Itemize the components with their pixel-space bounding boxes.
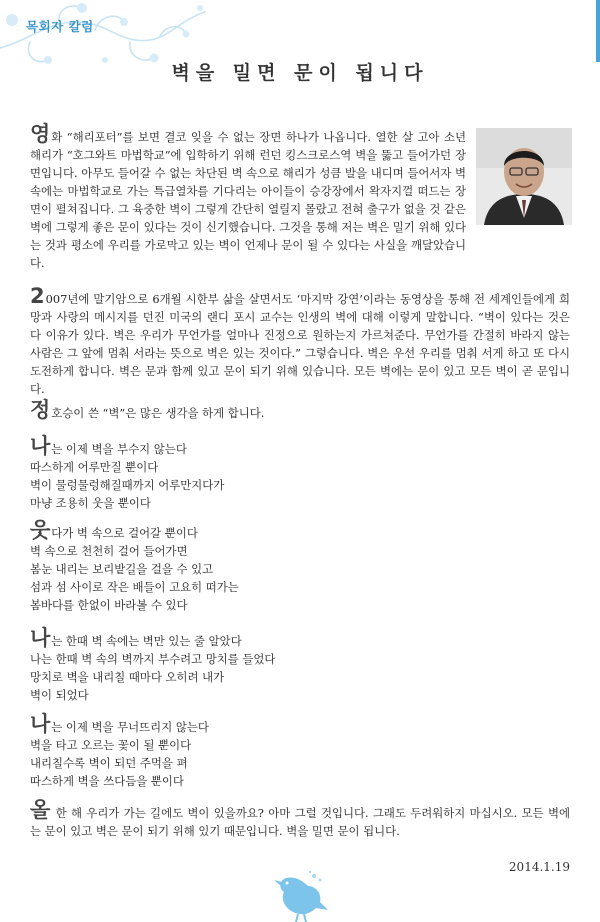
poem-line: 나는 한때 벽 속에는 벽만 있는 줄 알았다 [30, 626, 242, 650]
paragraph-harry-potter [30, 122, 466, 272]
poem-line: 나는 이제 벽을 무너뜨리지 않는다 [30, 712, 209, 736]
poem-line: 봄바다를 한없이 바라볼 수 있다 [30, 598, 188, 612]
drop-cap: 웃 [30, 518, 51, 542]
paragraph-randy-pausch [30, 284, 570, 398]
paragraph-poem-intro [30, 398, 570, 422]
drop-cap: 정 [30, 398, 51, 422]
poem-line: 웃다가 벽 속으로 걸어갈 뿐이다 [30, 518, 198, 542]
poem-line: 벽 속으로 천천히 걸어 들어가면 [30, 544, 188, 558]
poem-line: 봄눈 내리는 보리밭길을 걸을 수 있고 [30, 562, 214, 576]
paragraph-text: 한 해 우리가 가는 길에도 벽이 있을까요? 아마 그럴 것입니다. 그래도 두려워하지 마십시오. 모든 벽에는 문이 있고 벽은 문이 되기 위해 있기 때문입니다. 벽을 밀면 문이 됩니다. [30, 806, 570, 838]
poem-line: 벽을 타고 오르는 꽃이 될 뿐이다 [30, 738, 192, 752]
paragraph-closing [30, 798, 570, 840]
poem-stanza-3 [30, 626, 570, 704]
poem-line: 벽이 물렁물렁해질때까지 어루만지다가 [30, 478, 225, 492]
column-date: 2014.1.19 [508, 860, 570, 874]
poem-line: 따스하게 어루만질 뿐이다 [30, 460, 159, 474]
drop-cap: 올 [30, 798, 51, 822]
poem-line: 나는 이제 벽을 부수지 않는다 [30, 434, 187, 458]
paragraph-text: 화 “해리포터”를 보면 결코 잊을 수 없는 장면 하나가 나옵니다. 열한 살 고아 소년 해리가 “호그와트 마법학교”에 입학하기 위해 런던 킹스크로스역 벽을 뚫고 들어가던 장면입니다. 아무도 들어갈 수 없는 차단된 벽 속으로 해리가 성큼 발을 내디며 들어서자 벽 속에는 마법학교로 가는 특급열차를 기다리는 아이들이 승강장에서 왁자지껄 떠드는 장면이 펼쳐집니다. 그 육중한 벽이 그렇게 간단히 열릴지 몰랐고 전혀 출구가 없을 것 같은 벽에 그렇게 좋은 문이 있다는 것이 신기했습니다. 그것을 통해 저는 벽은 밀기 위해 있다는 것과 평소에 우리를 가로막고 있는 벽이 언제나 문이 될 수 있다는 사실을 깨달았습니다. [30, 130, 466, 270]
paragraph-text: 007년에 말기암으로 6개월 시한부 삶을 살면서도 ‘마지막 강연’이라는 동영상을 통해 전 세계인들에게 희망과 사랑의 메시지를 던진 미국의 랜디 포시 교수는 인생의 벽에 대해 이렇게 말합니다. “벽이 있다는 것은 다 이유가 있다. 벽은 우리가 무언가를 얼마나 진정으로 원하는지 가르쳐준다. 무언가를 간절히 바라지 않는 사람은 그 앞에 멈춰 서라는 뜻으로 벽은 있는 것이다.” 그렇습니다. 벽은 우선 우리를 멈춰 서게 하고 또 다시 도전하게 합니다. 벽은 문과 함께 있고 문이 되기 위해 있습니다. 모든 벽에는 문이 있고 모든 벽이 곧 문입니다. [30, 292, 570, 396]
poem-line: 섬과 섬 사이로 작은 배들이 고요히 떠가는 [30, 580, 239, 594]
poem-stanza-4 [30, 712, 570, 790]
poem-line: 따스하게 벽을 쓰다듬을 뿐이다 [30, 774, 184, 788]
section-tag: 목회자 칼럼 [26, 19, 94, 34]
paragraph-text: 호승이 쓴 “벽”은 많은 생각을 하게 합니다. [51, 406, 265, 420]
drop-cap: 2 [30, 284, 45, 308]
drop-cap: 나 [30, 712, 51, 736]
poem-line: 벽이 되었다 [30, 688, 89, 702]
edge-accent-bar [596, 0, 600, 62]
poem-line: 나는 한때 벽 속의 벽까지 부수려고 망치를 들었다 [30, 652, 276, 666]
drop-cap: 나 [30, 434, 51, 458]
poem-line: 내리칠수록 벽이 되던 주먹을 펴 [30, 756, 188, 770]
poem-line: 마냥 조용히 웃을 뿐이다 [30, 496, 151, 510]
poem-line: 망치로 벽을 내리칠 때마다 오히려 내가 [30, 670, 225, 684]
bird-icon [272, 870, 330, 922]
drop-cap: 나 [30, 626, 51, 650]
poem-stanza-2 [30, 518, 570, 614]
page-title: 벽을 밀면 문이 됩니다 [171, 62, 429, 84]
poem-stanza-1 [30, 434, 570, 512]
drop-cap: 영 [30, 122, 51, 146]
author-photo [476, 128, 572, 225]
